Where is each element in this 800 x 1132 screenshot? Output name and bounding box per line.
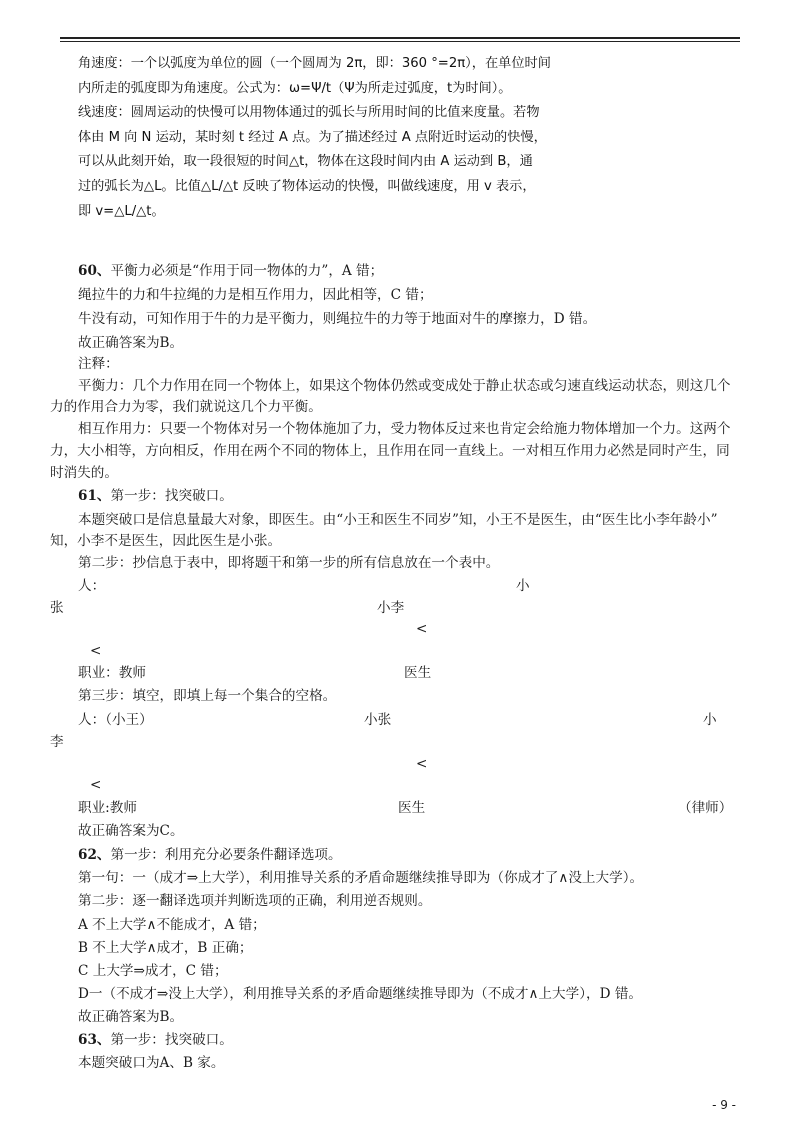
- note-label: 注释：: [78, 356, 119, 372]
- header-rule-thin: [60, 41, 740, 42]
- table2-text: （律师）: [678, 800, 733, 816]
- table2-text: 小张: [364, 712, 392, 728]
- answer-62-line: 第二步：逐一翻译选项并判断选项的正确，利用逆否规则。: [78, 893, 432, 909]
- question-number: 62、: [78, 847, 111, 863]
- answer-62-line: 第一句：一（成才⇒上大学），利用推导关系的矛盾命题继续推导即为（你成才了∧没上大学）。: [78, 870, 644, 886]
- answer-62-line: D一（不成才⇒没上大学），利用推导关系的矛盾命题继续推导即为（不成才∧上大学），D 错。: [78, 986, 643, 1002]
- header-rule: [60, 37, 740, 39]
- answer-60-line: 力，大小相等，方向相反，作用在两个不同的物体上，且作用在同一直线上。一对相互作用力必然是同时产生，同: [50, 443, 730, 459]
- answer-61-line: 第二步：抄信息于表中，即将题干和第一步的所有信息放在一个表中。: [78, 555, 500, 571]
- box-line: 角速度：一个以弧度为单位的圆（一个圆周为 2π，即：360 °=2π），在单位时间: [78, 56, 551, 71]
- answer-63-line: 本题突破口为A、B 家。: [78, 1055, 225, 1071]
- answer-60-line: 60、平衡力必须是“作用于同一物体的力”，A 错；: [78, 263, 384, 279]
- table2-text: 小: [703, 712, 717, 728]
- table2-text: 李: [50, 734, 64, 750]
- question-number: 61、: [78, 488, 111, 504]
- answer-61-line: 知，小李不是医生，因此医生是小张。: [50, 533, 282, 549]
- answer-62-line: B 不上大学∧成才，B 正确；: [78, 940, 253, 956]
- table1-symbol: <: [416, 621, 428, 637]
- answer-61-line: 故正确答案为C。: [78, 823, 184, 839]
- answer-63-line: 63、第一步：找突破口。: [78, 1032, 233, 1048]
- answer-60-line: 平衡力：几个力作用在同一个物体上，如果这个物体仍然或变成处于静止状态或匀速直线运动状态，则这几个: [78, 378, 731, 394]
- box-line: 即 v=△L/△t。: [78, 203, 165, 219]
- table1-person-label: 人：: [78, 578, 106, 594]
- question-number: 63、: [78, 1032, 111, 1048]
- table2-text: 医生: [398, 800, 426, 816]
- box-line: 内所走的弧度即为角速度。公式为：ω=Ψ/t（Ψ为所走过弧度，t为时间）。: [78, 80, 512, 96]
- answer-61-line: 61、第一步：找突破口。: [78, 488, 233, 504]
- box-line: 可以从此刻开始，取一段很短的时间△t，物体在这段时间内由 A 运动到 B，通: [78, 154, 533, 170]
- question-number: 60、: [78, 263, 111, 279]
- page-number: - 9 -: [712, 1098, 736, 1112]
- table1-text: 医生: [404, 665, 432, 681]
- answer-62-line: 故正确答案为B。: [78, 1009, 184, 1025]
- table1-text: 张: [50, 600, 64, 616]
- answer-60-line: 绳拉牛的力和牛拉绳的力是相互作用力，因此相等，C 错；: [78, 287, 433, 303]
- answer-60-line: 时消失的。: [50, 465, 118, 481]
- answer-60-line: 相互作用力：只要一个物体对另一个物体施加了力，受力物体反过来也肯定会给施力物体增加一个力。这两个: [78, 421, 731, 437]
- answer-60-line: 故正确答案为B。: [78, 335, 184, 351]
- box-line: 线速度：圆周运动的快慢可以用物体通过的弧长与所用时间的比值来度量。若物: [78, 105, 540, 121]
- answer-60-line: 牛没有动，可知作用于牛的力是平衡力，则绳拉牛的力等于地面对牛的摩擦力，D 错。: [78, 311, 597, 327]
- answer-62-line: 62、第一步：利用充分必要条件翻译选项。: [78, 847, 342, 863]
- table2-job-label: 职业:教师: [78, 800, 137, 816]
- scanned-physics-note: [78, 52, 598, 224]
- answer-61-line: 本题突破口是信息量最大对象，即医生。由“小王和医生不同岁”知，小王不是医生，由“医生比小李年龄小”: [78, 512, 718, 528]
- answer-62-line: C 上大学⇒成才，C 错；: [78, 963, 228, 979]
- answer-61-line: 第三步：填空，即填上每一个集合的空格。: [78, 688, 337, 704]
- table2-person-label: 人：（小王）: [78, 712, 153, 728]
- table1-symbol: <: [90, 643, 102, 659]
- table2-symbol: <: [90, 777, 102, 793]
- table1-job-label: 职业：教师: [78, 665, 146, 681]
- table2-symbol: <: [416, 756, 428, 772]
- answer-62-line: A 不上大学∧不能成才，A 错；: [78, 917, 266, 933]
- box-line: 体由 M 向 N 运动，某时刻 t 经过 A 点。为了描述经过 A 点附近时运动的快慢，: [78, 129, 547, 145]
- answer-60-line: 力的作用合力为零，我们就说这几个力平衡。: [50, 399, 322, 415]
- table1-text: 小: [516, 578, 530, 594]
- box-line: 过的弧长为△L。比值△L/△t 反映了物体运动的快慢，叫做线速度，用 v 表示，: [78, 178, 536, 194]
- table1-text: 小李: [377, 600, 405, 616]
